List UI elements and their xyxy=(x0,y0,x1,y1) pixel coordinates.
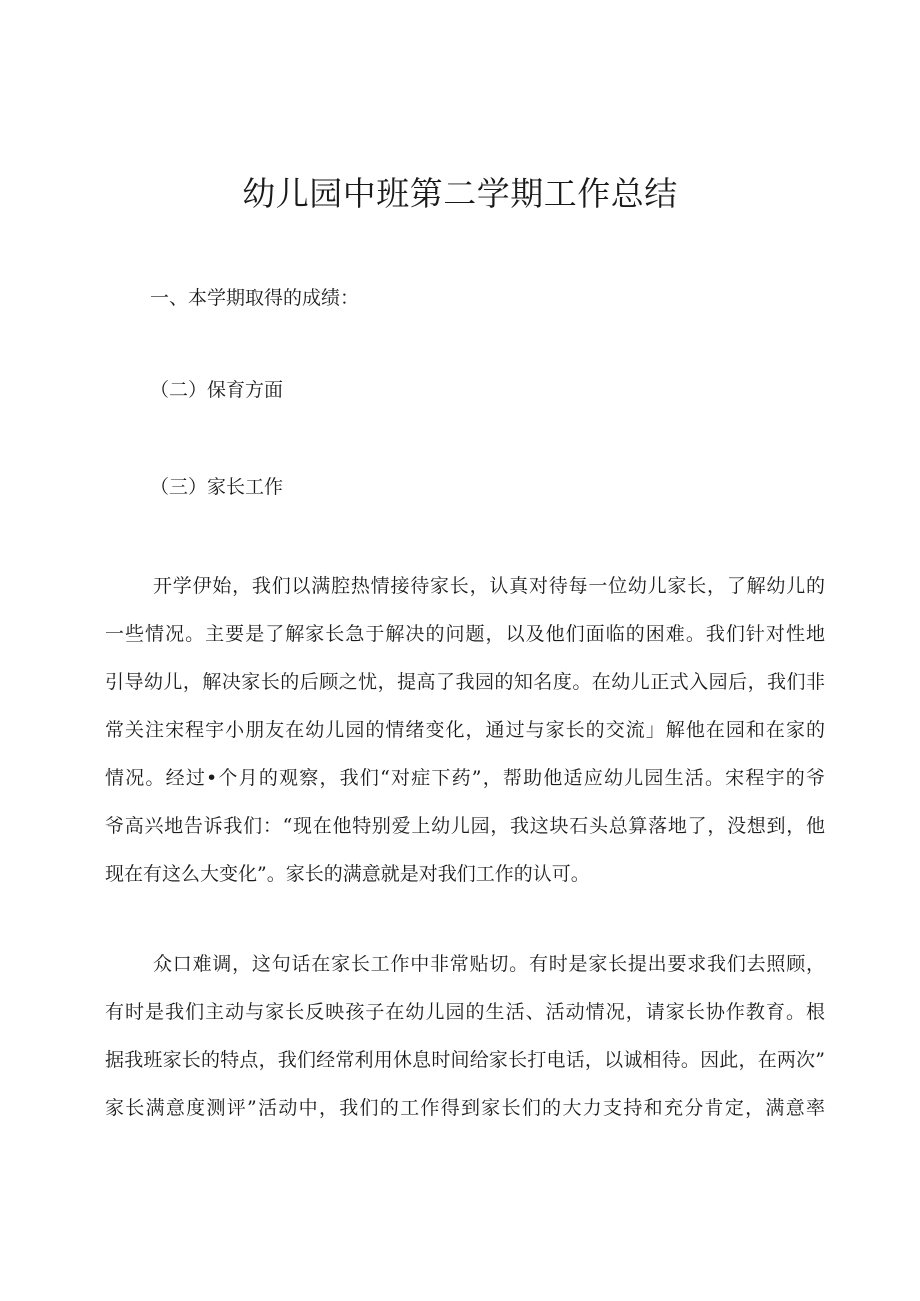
section-heading-care: （二）保育方面 xyxy=(150,379,284,401)
paragraph-line: 一些情况。主要是了解家长急于解决的问题，以及他们面临的困难。我们针对性地 xyxy=(105,623,825,645)
paragraph-parent-work-1 xyxy=(105,562,825,898)
paragraph-line: 家长满意度测评”活动中，我们的工作得到家长们的大力支持和充分肯定，满意率 xyxy=(105,1097,825,1119)
paragraph-line: 情况。经过•个月的观察，我们“对症下药”，帮助他适应幼儿园生活。宋程宇的爷 xyxy=(105,767,825,789)
paragraph-line: 常关注宋程宇小朋友在幼儿园的情绪变化，通过与家长的交流」解他在园和在家的 xyxy=(105,719,825,741)
paragraph-line: 现在有这么大变化”。家长的满意就是对我们工作的认可。 xyxy=(105,863,590,885)
paragraph-line: 爷高兴地告诉我们：“现在他特别爱上幼儿园，我这块石头总算落地了，没想到，他 xyxy=(105,815,825,837)
section-heading-parent-work: （三）家长工作 xyxy=(150,476,284,498)
paragraph-line: 引导幼儿，解决家长的后顾之忧，提高了我园的知名度。在幼儿正式入园后，我们非 xyxy=(105,671,825,693)
paragraph-parent-work-2 xyxy=(105,940,825,1132)
paragraph-line: 众口难调，这句话在家长工作中非常贴切。有时是家长提出要求我们去照顾， xyxy=(153,953,825,975)
section-heading-achievements: 一、本学期取得的成绩： xyxy=(150,287,360,309)
paragraph-line: 据我班家长的特点，我们经常利用休息时间给家长打电话，以诚相待。因此，在两次” xyxy=(105,1049,825,1071)
document-title: 幼儿园中班第二学期工作总结 xyxy=(242,174,678,213)
paragraph-line: 开学伊始，我们以满腔热情接待家长，认真对待每一位幼儿家长，了解幼儿的 xyxy=(153,575,825,597)
paragraph-line: 有时是我们主动与家长反映孩子在幼儿园的生活、活动情况，请家长协作教育。根 xyxy=(105,1001,825,1023)
